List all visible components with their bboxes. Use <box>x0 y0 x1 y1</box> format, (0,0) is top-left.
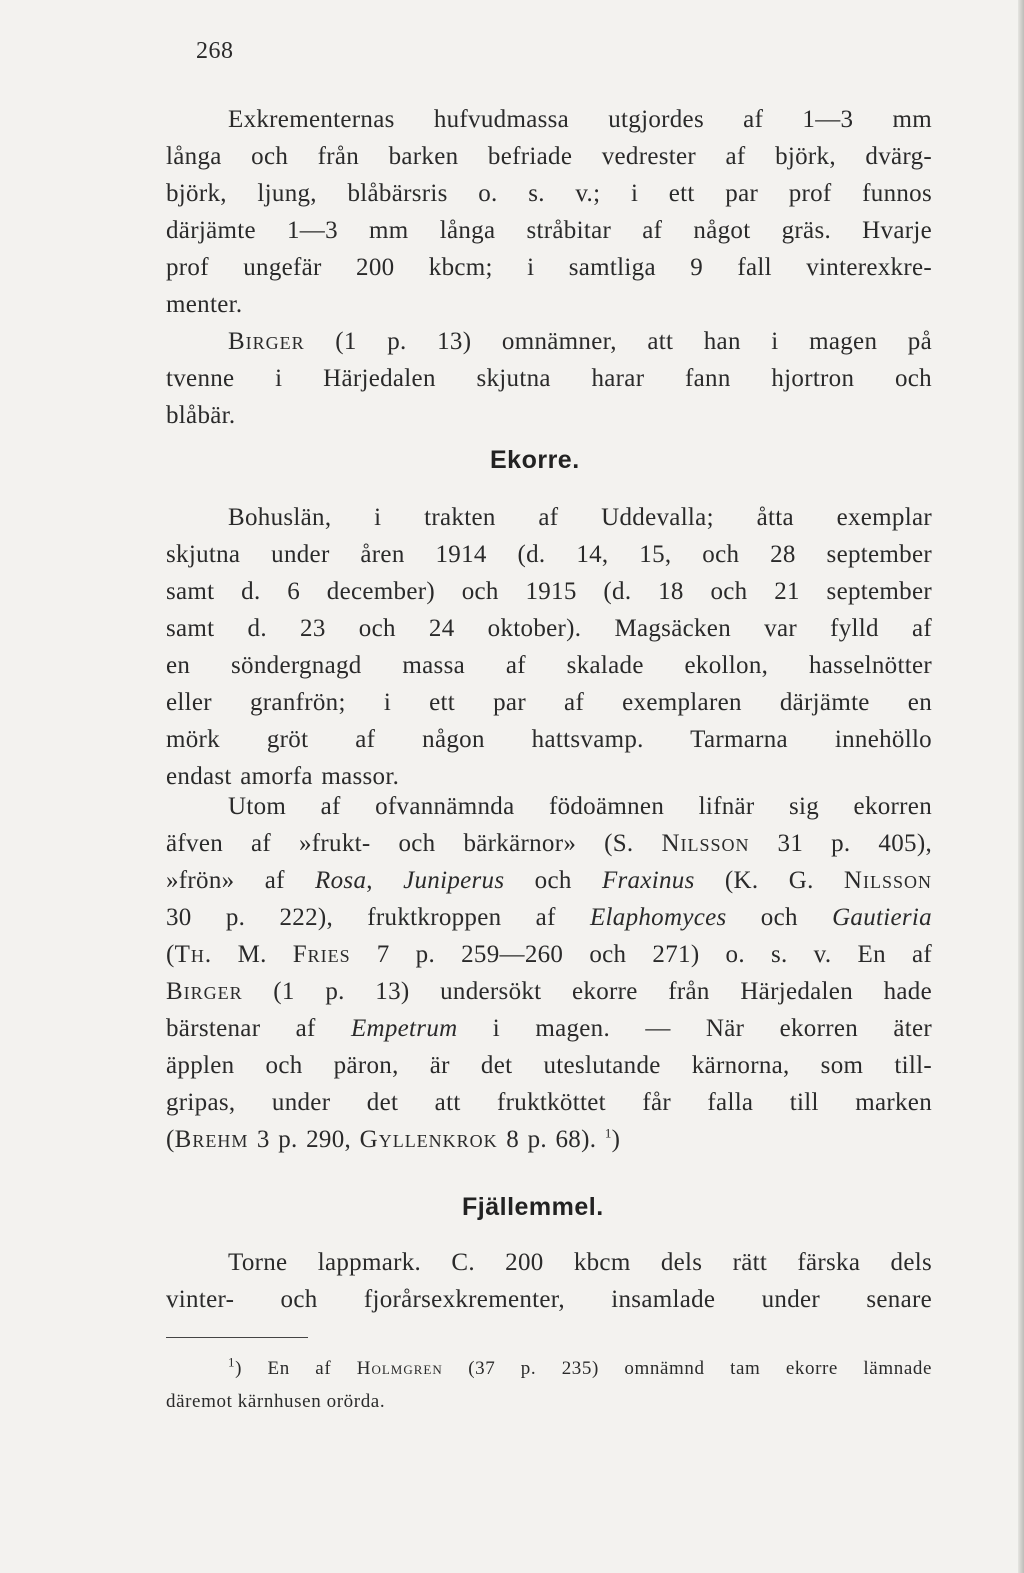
text-line: vinter- och fjorårsexkrementer, insamlade under senare <box>166 1286 932 1313</box>
footnote-divider <box>166 1337 308 1338</box>
text-fragment: . M. <box>204 941 293 968</box>
text-fragment: och <box>504 867 602 894</box>
text-fragment: 7 p. 259—260 och 271) o. s. v. En af <box>350 941 932 968</box>
text-line: prof ungefär 200 kbcm; i samtliga 9 fall vinterexkre- <box>166 254 932 281</box>
text-line: Utom af ofvannämnda födoämnen lifnär sig ekorren <box>228 793 932 820</box>
section-heading-fjallemmel: Fjällemmel. <box>462 1193 604 1221</box>
author-name: Birger <box>166 978 243 1005</box>
text-line <box>166 1010 932 1047</box>
text-line: skjutna under åren 1914 (d. 14, 15, och 28 september <box>166 541 932 568</box>
text-line: mörk gröt af någon hattsvamp. Tarmarna innehöllo <box>166 726 932 753</box>
text-line <box>166 973 932 1010</box>
author-name: Fries <box>292 941 351 968</box>
section-heading-ekorre: Ekorre. <box>490 446 580 474</box>
text-fragment: ( <box>166 941 175 968</box>
text-line: menter. <box>166 291 243 318</box>
text-line: björk, ljung, blåbärsris o. s. v.; i ett par prof funnos <box>166 180 932 207</box>
text-line: samt d. 23 och 24 oktober). Magsäcken var fylld af <box>166 615 932 642</box>
text-line <box>166 936 932 973</box>
taxon-name: Juniperus <box>403 867 505 894</box>
text-fragment: (1 p. 13) undersökt ekorre från Härjedalen hade <box>242 978 932 1005</box>
page-edge <box>1018 0 1024 1573</box>
footnote <box>166 1352 932 1418</box>
text-fragment: i magen. — När ekorren äter <box>457 1015 933 1042</box>
text-fragment: ) <box>611 1126 621 1153</box>
text-line <box>166 862 932 899</box>
text-fragment: och <box>726 904 833 931</box>
text-line: endast amorfa massor. <box>166 763 400 790</box>
text-fragment: (37 p. 235) omnämnd tam ekorre lämnade <box>442 1358 932 1379</box>
author-name: Nilsson <box>661 830 750 857</box>
text-line <box>166 825 932 862</box>
author-name: Nilsson <box>843 867 932 894</box>
text-line: långa och från barken befriade vedrester af björk, dvärg- <box>166 143 932 170</box>
author-name: Holmgren <box>356 1358 443 1379</box>
paragraph-fjallemmel <box>166 1244 932 1318</box>
author-name: Gyllenkrok <box>359 1126 498 1153</box>
text-line: Exkrementernas hufvudmassa utgjordes af 1—3 mm <box>228 106 932 133</box>
taxon-name: Fraxinus <box>601 867 695 894</box>
text-fragment: äfven af »frukt- och bärkärnor» (S. <box>166 830 662 857</box>
footnote-marker: 1 <box>228 1354 236 1370</box>
paragraph-exkrementer <box>166 101 932 434</box>
text-fragment: (1 p. 13) omnämner, att han i magen på <box>304 328 932 355</box>
author-name: Th <box>174 941 205 968</box>
text-fragment: 8 p. 68). <box>497 1126 605 1153</box>
text-line: därjämte 1—3 mm långa stråbitar af något gräs. Hvarje <box>166 217 932 244</box>
text-fragment: 31 p. 405), <box>749 830 932 857</box>
text-fragment: 30 p. 222), fruktkroppen af <box>166 904 590 931</box>
footnote-marker: 1 <box>604 1125 612 1141</box>
text-line: äpplen och päron, är det uteslutande kärnorna, som till- <box>166 1052 932 1079</box>
text-line: Bohuslän, i trakten af Uddevalla; åtta exemplar <box>228 504 932 531</box>
text-fragment: ( <box>166 1126 175 1153</box>
text-fragment: »frön» af <box>166 867 316 894</box>
text-line: en söndergnagd massa af skalade ekollon, hasselnötter <box>166 652 932 679</box>
text-fragment: (K. G. <box>694 867 844 894</box>
page-number: 268 <box>196 38 234 64</box>
text-fragment: bärstenar af <box>166 1015 351 1042</box>
author-name: Brehm <box>174 1126 249 1153</box>
text-line: samt d. 6 december) och 1915 (d. 18 och 21 september <box>166 578 932 605</box>
text-line <box>166 1121 932 1158</box>
paragraph-ekorre <box>166 499 932 795</box>
text-fragment: , <box>366 867 404 894</box>
taxon-name: Gautieria <box>832 904 932 931</box>
author-name: Birger <box>228 328 305 355</box>
text-line: blåbär. <box>166 402 236 429</box>
text-line: eller granfrön; i ett par af exemplaren därjämte en <box>166 689 932 716</box>
paragraph-utom <box>166 788 932 1158</box>
text-line: Torne lappmark. C. 200 kbcm dels rätt färska dels <box>228 1249 932 1276</box>
text-line: tvenne i Härjedalen skjutna harar fann hjortron och <box>166 365 932 392</box>
footnote-line: däremot kärnhusen orörda. <box>166 1391 386 1412</box>
text-line <box>166 323 932 360</box>
text-line <box>166 899 932 936</box>
text-line: gripas, under det att fruktköttet får falla till marken <box>166 1089 932 1116</box>
taxon-name: Rosa <box>315 867 367 894</box>
taxon-name: Elaphomyces <box>589 904 727 931</box>
text-fragment: 3 p. 290, <box>248 1126 360 1153</box>
taxon-name: Empetrum <box>350 1015 458 1042</box>
text-fragment: ) En af <box>235 1358 357 1379</box>
footnote-line <box>166 1352 932 1385</box>
